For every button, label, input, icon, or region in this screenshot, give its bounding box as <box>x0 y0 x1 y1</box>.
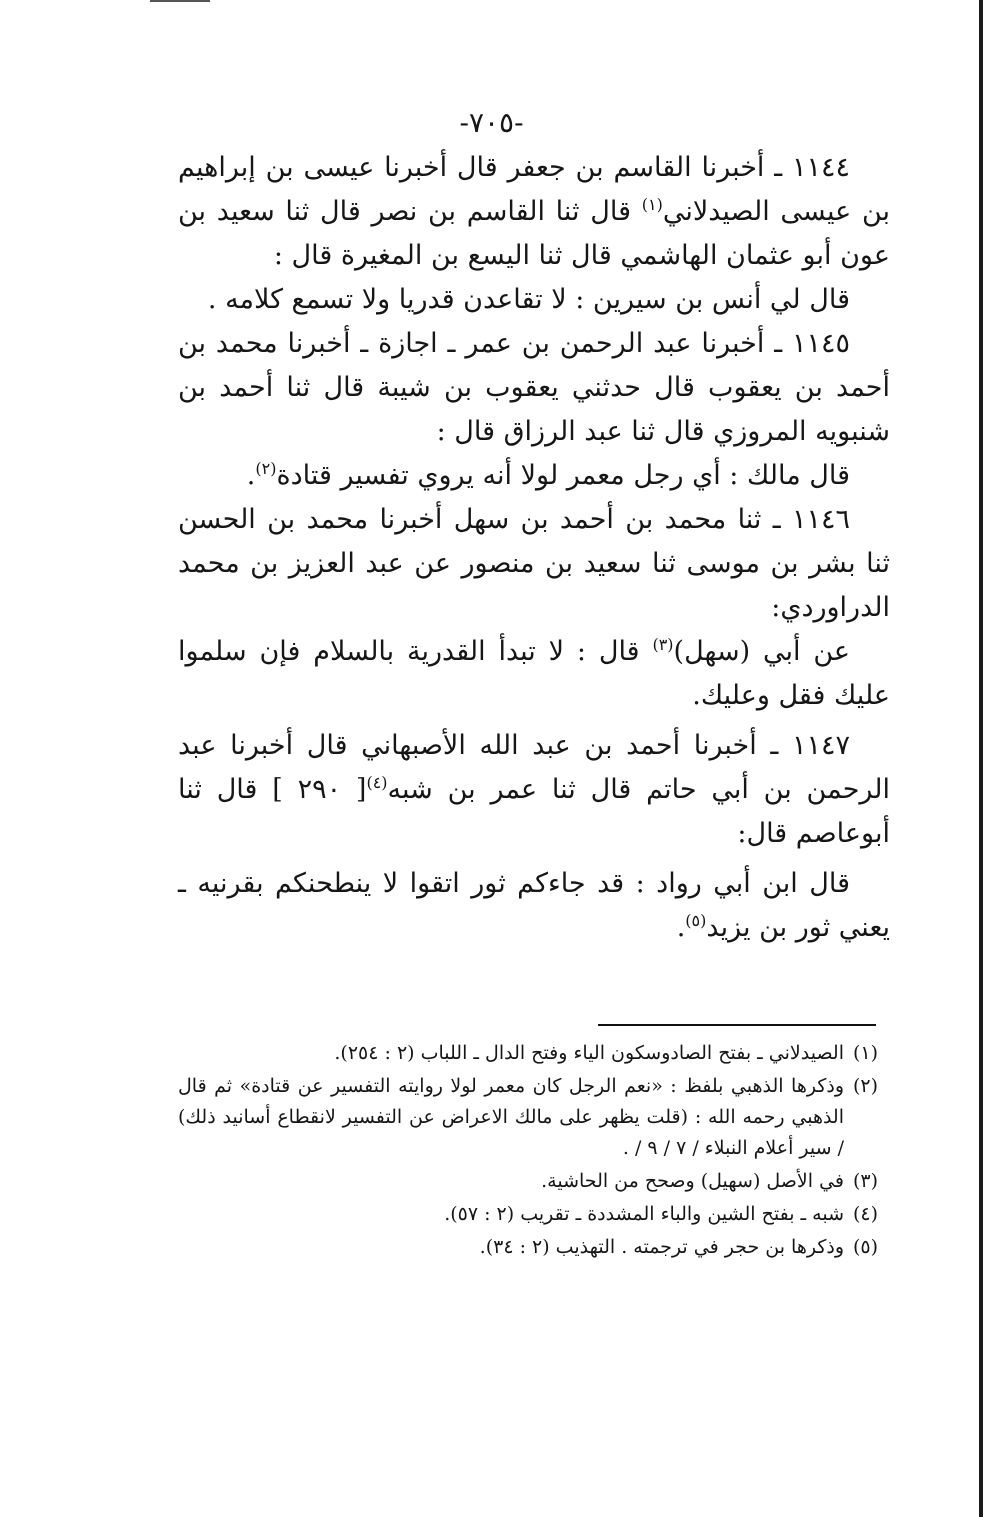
paragraph-1146: ١١٤٦ ـ ثنا محمد بن أحمد بن سهل أخبرنا محمد بن الحسن ثنا بشر بن موسى ثنا سعيد بن منصور عن عبد العزيز بن محمد الدراوردي: <box>178 504 890 623</box>
footnote-ref-2[interactable]: (٢) <box>255 459 277 478</box>
paragraph-1144: ١١٤٤ ـ أخبرنا القاسم بن جعفر قال أخبرنا عيسى بن إبراهيم بن عيسى الصيدلاني$^{(١)}$ قال ثنا القاسم بن نصر قال ثنا سعيد بن عون أبو عثمان الهاشمي قال ثنا اليسع بن المغيرة قال : <box>178 152 891 271</box>
scan-artifact-edge <box>979 0 983 1517</box>
footnote-3: (٣) في الأصل (سهيل) وصحح من الحاشية. <box>178 1166 878 1197</box>
footnote-5: (٥) وذكرها بن حجر في ترجمته . التهذيب (٢ : ٣٤). <box>178 1232 878 1263</box>
footnote-divider <box>598 1024 876 1026</box>
footnote-ref-3[interactable]: (٣) <box>652 635 674 654</box>
footnote-ref-5[interactable]: (٥) <box>685 911 707 930</box>
footnotes <box>178 1038 878 1265</box>
footnote-number: (٤) <box>852 1203 878 1225</box>
footnote-ref-4[interactable]: (٤) <box>366 773 388 792</box>
footnote-2: (٢) وذكرها الذهبي بلفظ : «نعم الرجل كان معمر لولا روايته التفسير عن قتادة» ثم قال الذهبي رحمه الله : (قلت يظهر على مالك الاعراض عن التفسير لانقطاع أسانيد ذلك) / سير أعلام النبلاء / ٧ / ٩ / . <box>178 1071 878 1164</box>
footnote-ref-1[interactable]: (١) <box>641 195 663 214</box>
quote-anas: قال لي أنس بن سيرين : لا تقاعدن قدريا ولا تسمع كلامه . <box>207 284 850 315</box>
main-text <box>178 146 890 950</box>
quote-ibn-abi-rawwad: قال ابن أبي رواد : قد جاءكم ثور اتقوا لا ينطحنكم بقرنيه ـ يعني ثور بن يزيد$^{(٥)}$. <box>178 868 890 943</box>
quote-malik: قال مالك : أي رجل معمر لولا أنه يروي تفسير قتادة$^{(٢)}$. <box>246 459 850 491</box>
page-number: -٧٠٥- <box>459 106 524 139</box>
footnote-number: (٥) <box>852 1236 878 1258</box>
paragraph-1147: ١١٤٧ ـ أخبرنا أحمد بن عبد الله الأصبهاني قال أخبرنا عبد الرحمن بن أبي حاتم قال ثنا عمر بن شبه$^{(٤)}$[ ٢٩٠ ] قال ثنا أبوعاصم قال: <box>178 730 891 849</box>
footnote-number: (١) <box>852 1042 878 1064</box>
scan-artifact-top <box>150 0 210 2</box>
footnote-number: (٣) <box>852 1170 878 1192</box>
footnote-1: (١) الصيدلاني ـ بفتح الصادوسكون الياء وفتح الدال ـ اللباب (٢ : ٢٥٤). <box>178 1038 878 1069</box>
quote-abu-sahl: عن أبي (سهل)$^{(٣)}$ قال : لا تبدأ القدرية بالسلام فإن سلموا عليك فقل وعليك. <box>178 635 890 711</box>
footnote-4: (٤) شبه ـ بفتح الشين والباء المشددة ـ تقريب (٢ : ٥٧). <box>178 1199 878 1230</box>
paragraph-1145: ١١٤٥ ـ أخبرنا عبد الرحمن بن عمر ـ اجازة ـ أخبرنا محمد بن أحمد بن يعقوب قال حدثني يعقوب بن شيبة قال ثنا أحمد بن شنبويه المروزي قال ثنا عبد الرزاق قال : <box>178 328 890 447</box>
footnote-number: (٢) <box>852 1075 878 1097</box>
